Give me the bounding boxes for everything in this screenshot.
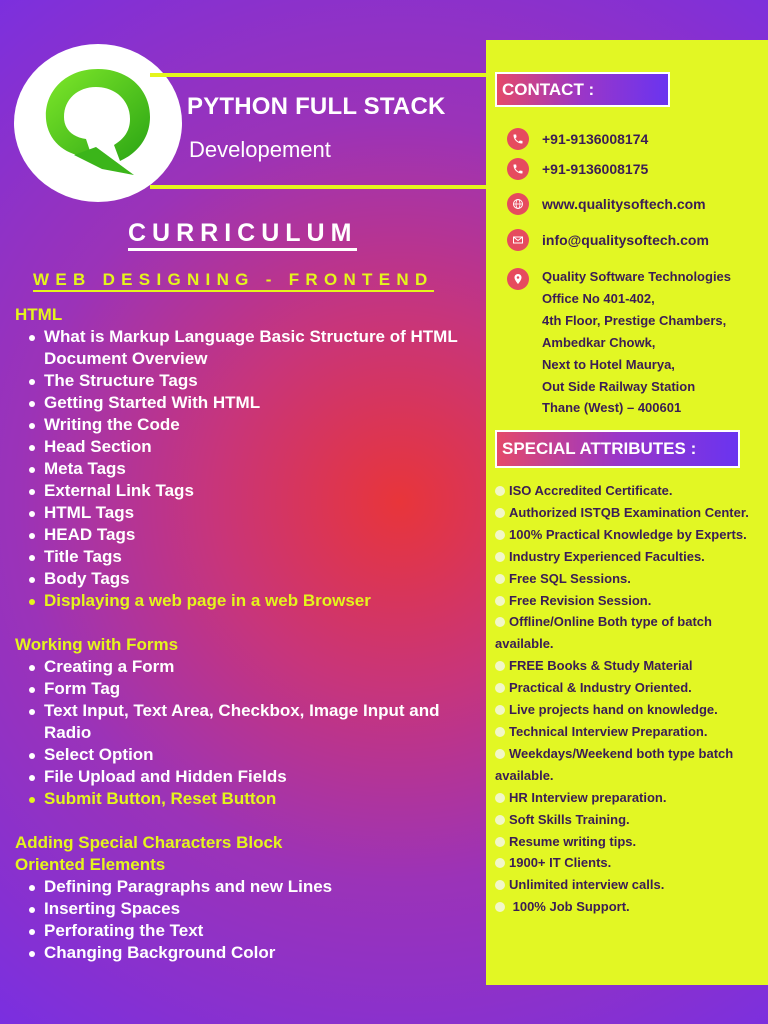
special-chars-heading: Adding Special Characters Block (15, 833, 283, 852)
list-item: File Upload and Hidden Fields (27, 766, 475, 788)
list-item: Form Tag (27, 678, 475, 700)
address-line: 4th Floor, Prestige Chambers, (542, 312, 727, 328)
list-item: HR Interview preparation. (495, 787, 757, 809)
address-line: Quality Software Technologies (542, 269, 732, 284)
forms-heading: Working with Forms (15, 635, 179, 654)
contact-heading: CONTACT : (495, 72, 670, 107)
html-topic-list (15, 326, 475, 612)
phone-number-2[interactable]: +91-9136008175 (542, 161, 649, 177)
list-item: Changing Background Color (27, 942, 475, 964)
section-heading: WEB DESIGNING - FRONTEND (33, 270, 434, 292)
phone-number-1[interactable]: +91-9136008174 (542, 131, 649, 147)
page-title: PYTHON FULL STACK (187, 93, 446, 120)
email-row (507, 229, 709, 251)
special-attributes-heading: SPECIAL ATTRIBUTES : (495, 430, 740, 468)
header-frame (150, 73, 486, 189)
phone-row-2 (507, 158, 648, 180)
curriculum-list (15, 304, 475, 964)
list-item: 100% Practical Knowledge by Experts. (495, 524, 757, 546)
email-link[interactable]: info@qualitysoftech.com (542, 232, 709, 248)
address-block (542, 266, 731, 419)
list-item: Title Tags (27, 546, 475, 568)
list-item: Offline/Online Both type of batch available. (495, 614, 712, 652)
list-item: 100% Job Support. (495, 896, 757, 918)
list-item: Free SQL Sessions. (495, 568, 757, 590)
list-item: Head Section (27, 436, 475, 458)
list-item: Weekdays/Weekend both type batch available. (495, 745, 734, 783)
list-item: ISO Accredited Certificate. (495, 480, 757, 502)
list-item: Technical Interview Preparation. (495, 721, 757, 743)
list-item: Authorized ISTQB Examination Center. (495, 502, 757, 524)
list-item: HEAD Tags (27, 524, 475, 546)
website-link[interactable]: www.qualitysoftech.com (542, 196, 706, 212)
list-item: Unlimited interview calls. (495, 874, 757, 896)
list-item: Resume writing tips. (495, 831, 757, 853)
page-subtitle: Developement (189, 137, 331, 162)
address-line: Next to Hotel Maurya, (542, 356, 675, 372)
list-item: Industry Experienced Faculties. (495, 546, 757, 568)
address-row (507, 268, 529, 290)
list-item: Body Tags (27, 568, 475, 590)
phone-row-1 (507, 128, 648, 150)
list-item: Text Input, Text Area, Checkbox, Image Input and Radio (27, 700, 475, 744)
list-item: Practical & Industry Oriented. (495, 677, 757, 699)
address-line: Office No 401-402, (542, 290, 655, 306)
list-item: FREE Books & Study Material (495, 655, 757, 677)
q-logo-icon (34, 59, 162, 187)
list-item: Getting Started With HTML (27, 392, 475, 414)
mail-icon (507, 229, 529, 251)
list-item: Meta Tags (27, 458, 475, 480)
address-line: Thane (West) – 400601 (542, 400, 682, 416)
special-chars-topic-list (15, 876, 475, 964)
html-heading: HTML (15, 305, 63, 324)
curriculum-heading: CURRICULUM (128, 220, 357, 251)
website-row (507, 193, 706, 215)
special-chars-heading-line2: Oriented Elements (15, 855, 166, 874)
list-item: Submit Button, Reset Button (27, 788, 475, 810)
list-item: Creating a Form (27, 656, 475, 678)
location-pin-icon (507, 268, 529, 290)
list-item: 1900+ IT Clients. (495, 852, 757, 874)
list-item: Soft Skills Training. (495, 809, 757, 831)
globe-icon (507, 193, 529, 215)
list-item: Live projects hand on knowledge. (495, 699, 757, 721)
list-item: The Structure Tags (27, 370, 475, 392)
list-item: Displaying a web page in a web Browser (27, 590, 475, 612)
list-item: Select Option (27, 744, 475, 766)
phone-icon (507, 128, 529, 150)
list-item: External Link Tags (27, 480, 475, 502)
address-line: Out Side Railway Station (542, 378, 696, 394)
special-attributes-list (495, 480, 757, 918)
list-item: Perforating the Text (27, 920, 475, 942)
list-item: Inserting Spaces (27, 898, 475, 920)
list-item: Writing the Code (27, 414, 475, 436)
list-item: HTML Tags (27, 502, 475, 524)
list-item: Defining Paragraphs and new Lines (27, 876, 475, 898)
address-line: Ambedkar Chowk, (542, 334, 656, 350)
phone-icon (507, 158, 529, 180)
list-item: Free Revision Session. (495, 590, 757, 612)
forms-topic-list (15, 656, 475, 810)
list-item: What is Markup Language Basic Structure of HTML Document Overview (27, 326, 475, 370)
